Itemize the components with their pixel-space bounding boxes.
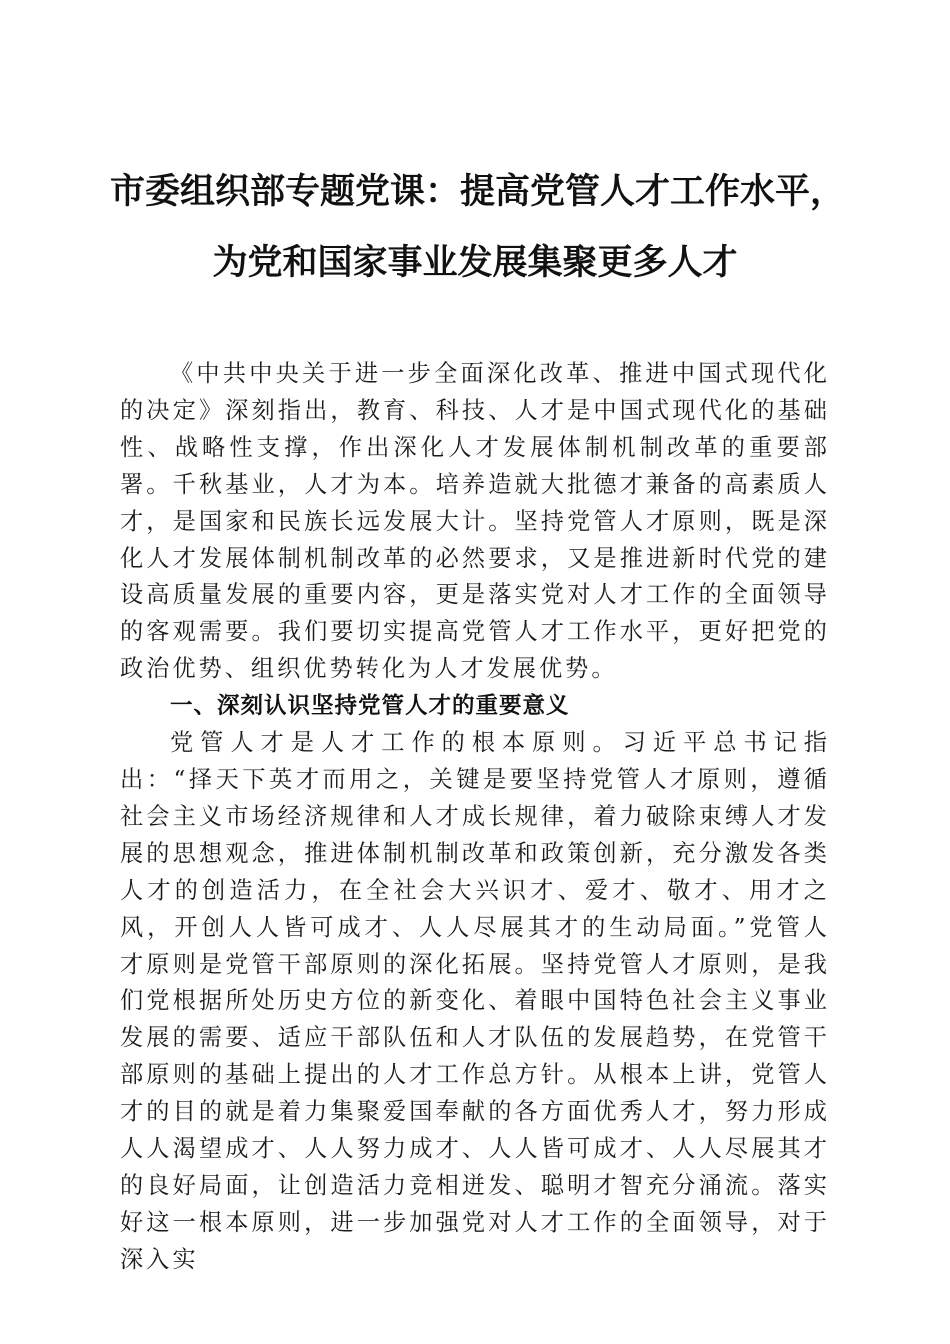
- section-heading-1: 一、深刻认识坚持党管人才的重要意义: [170, 693, 570, 720]
- document-title-line-2: 为党和国家事业发展集聚更多人才: [212, 242, 738, 283]
- document-title-line-1: 市委组织部专题党课：提高党管人才工作水平，: [110, 171, 846, 212]
- document-body: [120, 356, 830, 1279]
- paragraph-intro: 《中共中央关于进一步全面深化改革、推进中国式现代化的决定》深刻指出，教育、科技、人才是中国式现代化的基础性、战略性支撑，作出深化人才发展体制机制改革的重要部署。千秋基业，人才为本。培养造就大批德才兼备的高素质人才，是国家和民族长远发展大计。坚持党管人才原则，既是深化人才发展体制机制改革的必然要求，又是推进新时代党的建设高质量发展的重要内容，更是落实党对人才工作的全面领导的客观需要。我们要切实提高党管人才工作水平，更好把党的政治优势、组织优势转化为人才发展优势。: [120, 360, 830, 683]
- paragraph-section-1: 党管人才是人才工作的根本原则。习近平总书记指出：“择天下英才而用之，关键是要坚持党管人才原则，遵循社会主义市场经济规律和人才成长规律，着力破除束缚人才发展的思想观念，推进体制机制改革和政策创新，充分激发各类人才的创造活力，在全社会大兴识才、爱才、敬才、用才之风，开创人人皆可成才、人人尽展其才的生动局面。”党管人才原则是党管干部原则的深化拓展。坚持党管人才原则，是我们党根据所处历史方位的新变化、着眼中国特色社会主义事业发展的需要、适应干部队伍和人才队伍的发展趋势，在党管干部原则的基础上提出的人才工作总方针。从根本上讲，党管人才的目的就是着力集聚爱国奉献的各方面优秀人才，努力形成人人渴望成才、人人努力成才、人人皆可成才、人人尽展其才的良好局面，让创造活力竞相迸发、聪明才智充分涌流。落实好这一根本原则，进一步加强党对人才工作的全面领导，对于深入实: [120, 729, 830, 1273]
